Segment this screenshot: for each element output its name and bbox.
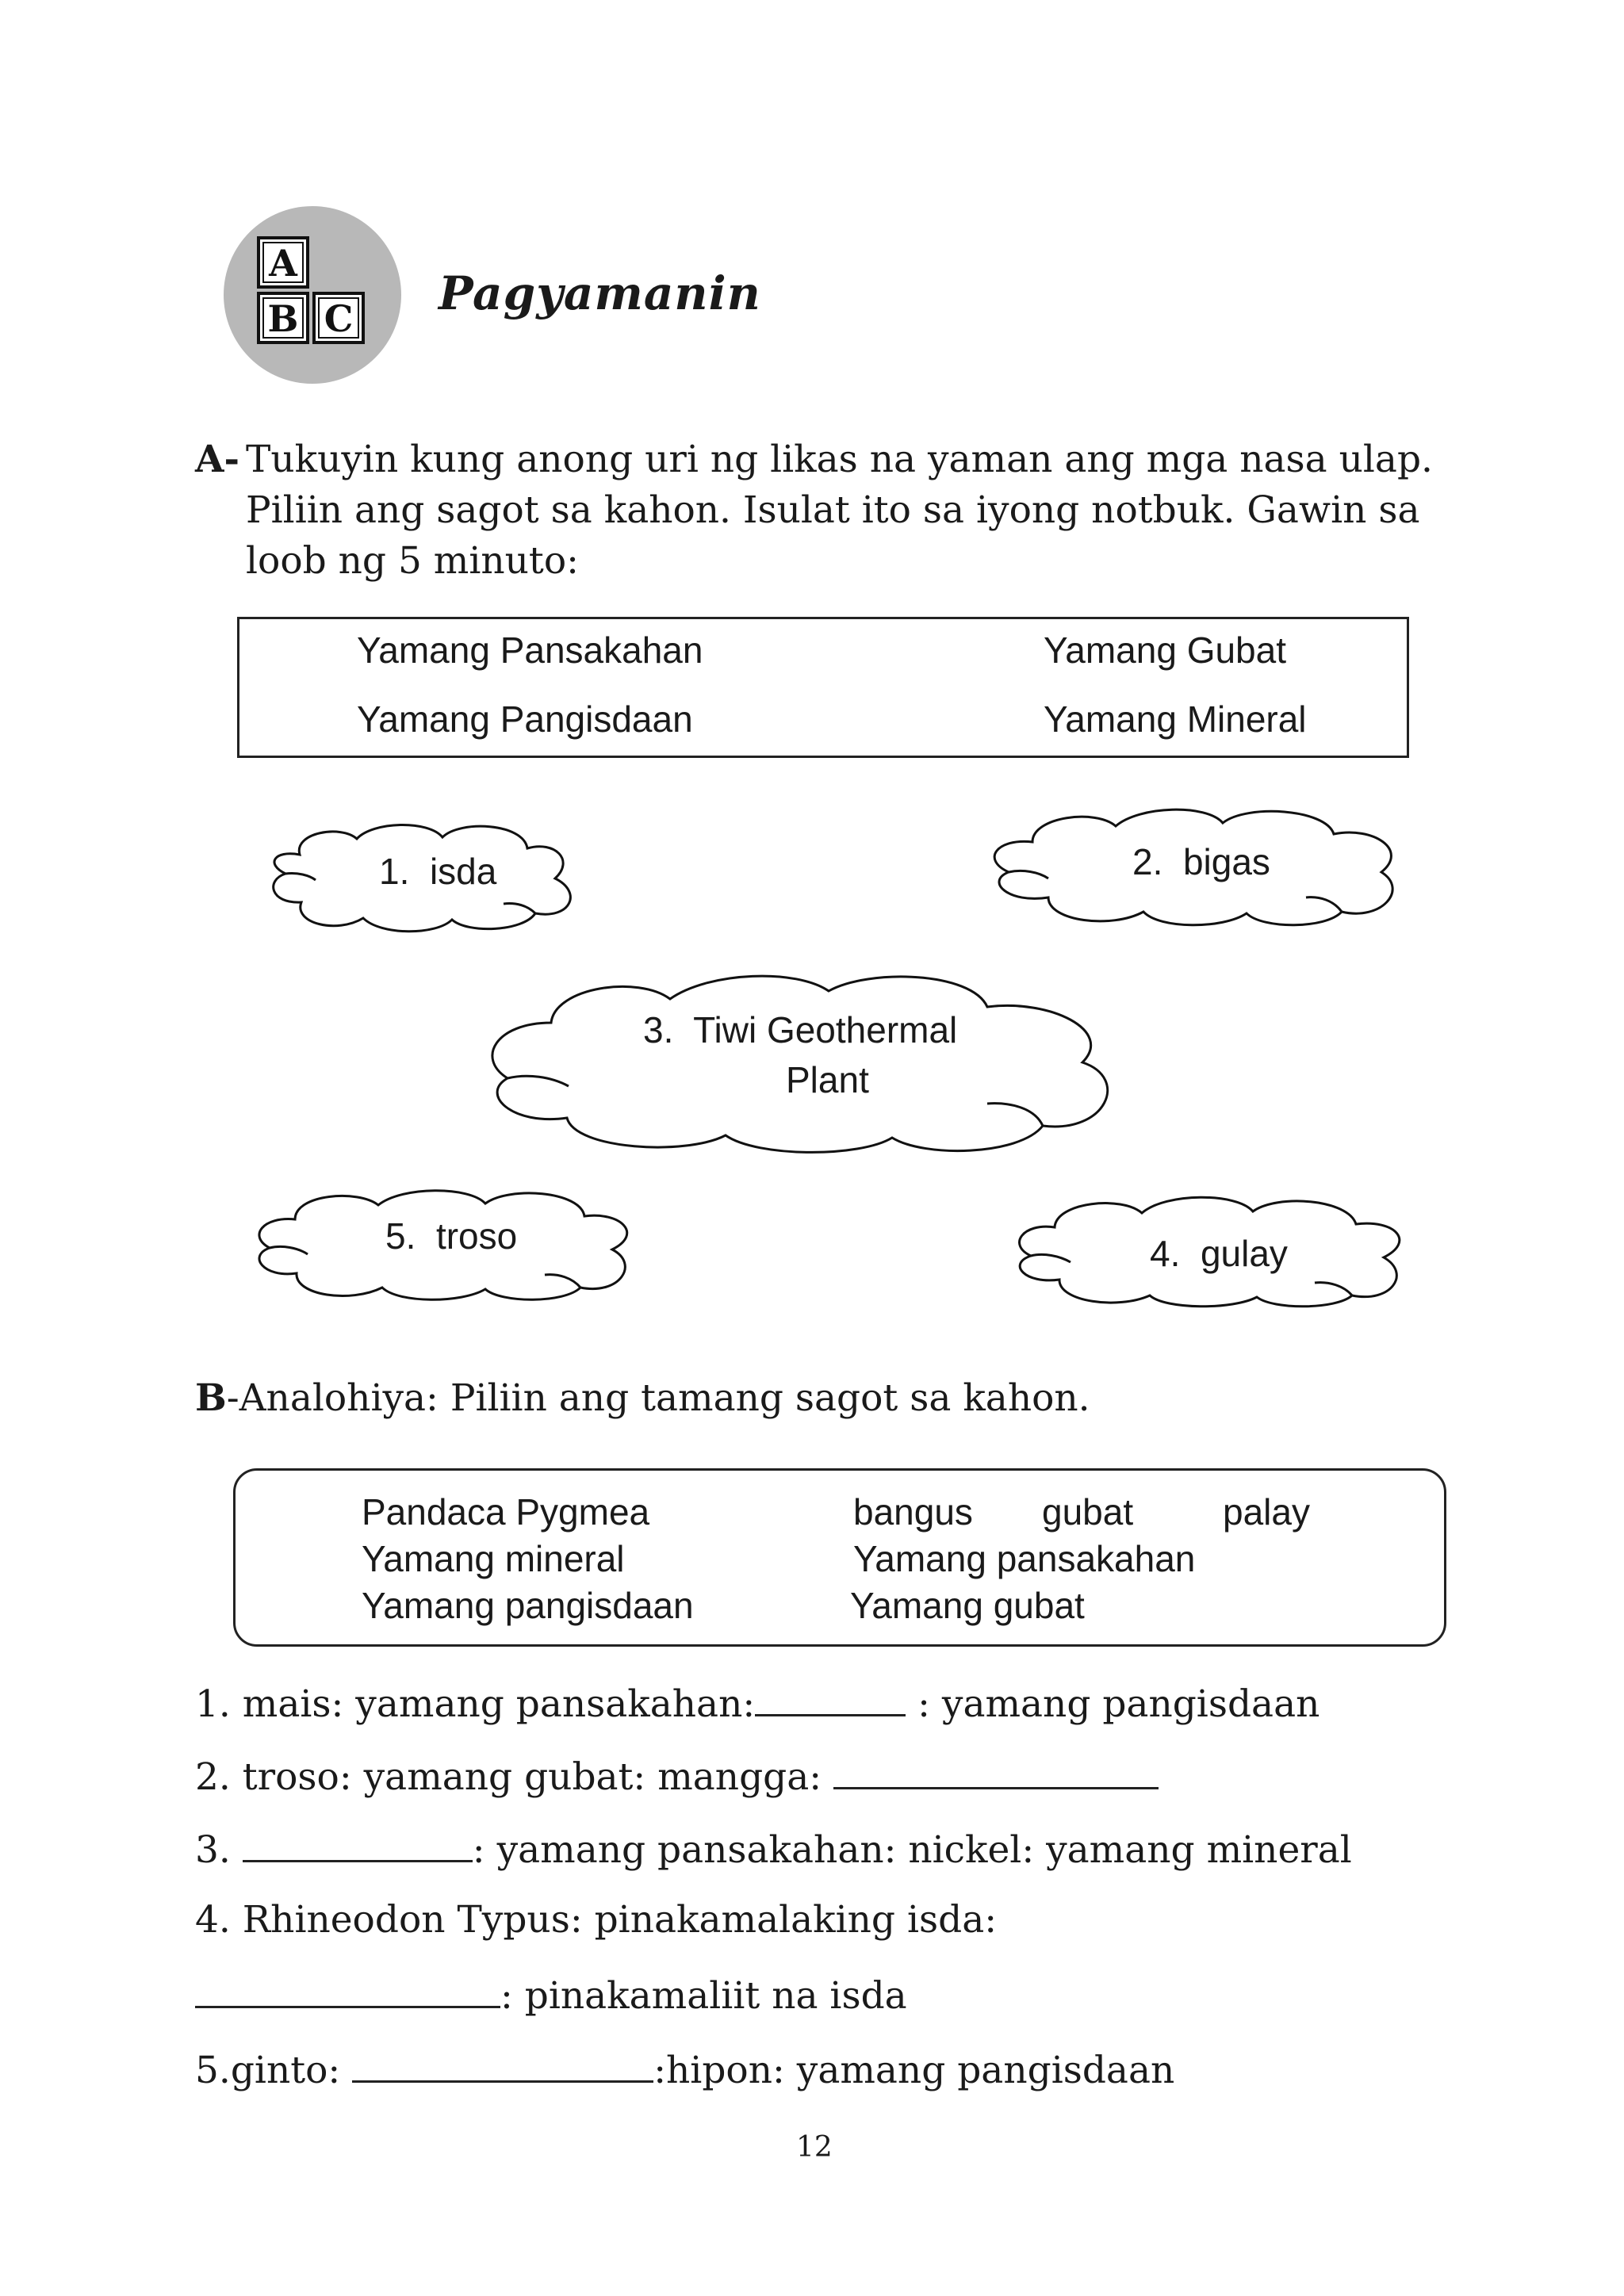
cloud-5 xyxy=(247,1184,636,1303)
question-4-before: 4. Rhineodon Typus: pinakamalaking isda: xyxy=(195,1898,998,1942)
choice-yamang-gubat-b: Yamang gubat xyxy=(850,1585,1085,1626)
part-a-instruction-line-2: Piliin ang sagot sa kahon. Isulat ito sa iyong notbuk. Gawin sa xyxy=(246,488,1420,532)
block-letter-c: C xyxy=(324,297,354,340)
question-1 xyxy=(195,1679,1320,1726)
choice-yamang-pangisdaan: Yamang Pangisdaan xyxy=(357,698,693,740)
block-letter-a: A xyxy=(269,242,297,285)
cloud-4 xyxy=(1007,1191,1411,1310)
question-3 xyxy=(195,1825,1352,1872)
choice-yamang-pansakahan-b: Yamang pansakahan xyxy=(853,1538,1196,1579)
question-2-blank[interactable] xyxy=(833,1752,1159,1789)
question-1-blank[interactable] xyxy=(755,1679,906,1716)
cloud-1-text: isda xyxy=(429,851,497,892)
question-5-after: :hipon: yamang pangisdaan xyxy=(653,2049,1175,2092)
question-2-before: 2. troso: yamang gubat: mangga: xyxy=(195,1755,834,1799)
choice-bangus: bangus xyxy=(853,1491,973,1533)
question-4 xyxy=(195,1898,997,1942)
choice-yamang-mineral-b: Yamang mineral xyxy=(362,1538,625,1579)
cloud-4-text: gulay xyxy=(1200,1233,1288,1274)
choice-yamang-mineral: Yamang Mineral xyxy=(1044,698,1307,740)
choice-gubat: gubat xyxy=(1042,1491,1134,1533)
part-a-label: A- xyxy=(195,438,239,481)
question-3-before: 3. xyxy=(195,1828,243,1872)
choice-yamang-pangisdaan-b: Yamang pangisdaan xyxy=(362,1585,694,1626)
question-3-blank[interactable] xyxy=(243,1825,473,1862)
cloud-2-text: bigas xyxy=(1182,841,1270,882)
page-number: 12 xyxy=(796,2131,833,2164)
choice-yamang-gubat: Yamang Gubat xyxy=(1044,629,1287,671)
abc-blocks-icon xyxy=(222,205,403,385)
cloud-5-number: 5. xyxy=(385,1215,416,1257)
cloud-3 xyxy=(480,967,1130,1158)
cloud-3-text: Tiwi Geothermal xyxy=(693,1009,958,1050)
cloud-2-number: 2. xyxy=(1132,841,1163,882)
question-1-after: : yamang pangisdaan xyxy=(906,1682,1320,1726)
question-4-continued xyxy=(195,1971,907,2018)
choice-yamang-pansakahan: Yamang Pansakahan xyxy=(357,629,703,671)
question-5 xyxy=(195,2045,1174,2092)
part-b-instruction xyxy=(195,1376,1090,1420)
cloud-3-number: 3. xyxy=(643,1009,674,1050)
question-5-before: 5.ginto: xyxy=(195,2049,353,2092)
part-b-instruction-text: -Analohiya: Piliin ang tamang sagot sa kahon. xyxy=(226,1376,1090,1420)
cloud-4-number: 4. xyxy=(1150,1233,1181,1274)
part-a-instruction-line-3: loob ng 5 minuto: xyxy=(246,539,579,583)
part-a-instruction-line-1: Tukuyin kung anong uri ng likas na yaman ang mga nasa ulap. xyxy=(246,438,1433,481)
question-1-before: 1. mais: yamang pansakahan: xyxy=(195,1682,756,1726)
section-title: Pagyamanin xyxy=(439,266,761,320)
block-letter-b: B xyxy=(267,297,299,340)
part-b-label: B xyxy=(195,1376,227,1420)
question-5-blank[interactable] xyxy=(352,2045,653,2083)
cloud-1 xyxy=(262,817,591,936)
choice-palay: palay xyxy=(1223,1491,1310,1533)
cloud-3-text-line-2: Plant xyxy=(786,1059,869,1100)
choice-pandaca-pygmea: Pandaca Pygmea xyxy=(362,1491,650,1533)
cloud-2 xyxy=(977,802,1409,929)
question-4-blank[interactable] xyxy=(195,1971,500,2008)
question-3-after: : yamang pansakahan: nickel: yamang mineral xyxy=(472,1828,1352,1872)
cloud-5-text: troso xyxy=(435,1215,518,1257)
cloud-1-number: 1. xyxy=(379,851,410,892)
question-2 xyxy=(195,1752,1159,1799)
question-4b-after: : pinakamaliit na isda xyxy=(500,1974,907,2018)
